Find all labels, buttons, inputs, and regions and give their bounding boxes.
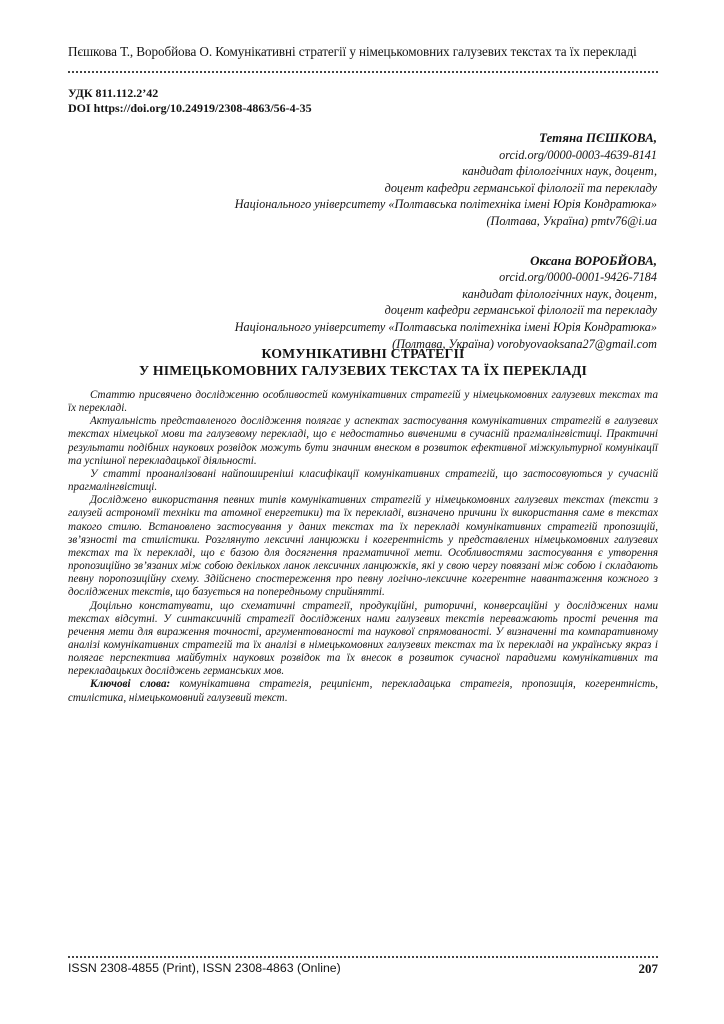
doi-link[interactable]: DOI https://doi.org/10.24919/2308-4863/56-4-35 — [68, 100, 312, 115]
author-position: доцент кафедри германської філології та перекладу — [384, 180, 657, 195]
running-head: Пєшкова Т., Воробйова О. Комунікативні стратегії у німецькомовних галузевих текстах та їх перекладі — [68, 44, 637, 59]
author-degree: кандидат філологічних наук, доцент, — [462, 164, 657, 179]
abstract-paragraph: Статтю присвячено дослідженню особливостей комунікативних стратегій у німецькомовних галузевих текстах та їх перекладі. — [68, 389, 658, 415]
udk-code: УДК 811.112.2’42 — [68, 86, 159, 100]
article-title — [68, 345, 658, 379]
abstract-paragraph: Досліджено використання певних типів комунікативних стратегій у німецькомовних галузевих текстах (тексти з галузей астрономії техніки та атомної енергетики) та їх перекладі, визначено причини їх використання саме в текстах такого стилю. Встановлено застосування у даних текстах та їх перекладі комунікативних стратегій пропозицій, зв’язності та стилістики. Розглянуто лексичні ланцюжки і когерентність у представлених німецькомовних галузевих текстах та їх перекладі, що є базою для досягнення прагматичної мети. Особливостями застосування є утворення пропозиційно зв’язаних між собою декількох ланок лексичних ланцюжків, які у свою чергу повязані між собою і складають певну поропозиційну схему. Здійснено спостереження про певну логічно-лексичне когерентне навантаження кожного з досліджених текстів, що базується на попередньому сприйнятті. — [68, 494, 658, 599]
keywords-paragraph — [68, 678, 658, 704]
abstract-paragraph: Доцільно констатувати, що схематичні стратегії, продукційні, риторичні, конверсаційні у досліджених нами текстах відсутні. У синтаксичній стратегії досліджених нами галузевих текстів переважають прості речення та речення мети для вираження точності, аргументованості та наукової спрямованості. У визначенні та компаративному аналізі комунікативних стратегій та їх аналізі в німецькомовних галузевих текстах та їх перекладі на українську якраз і полягає перспектива майбутніх наукових розвідок та їх внесок в розвиток сучасної парадигми комунікативних та перекладацьких досліджень германських мов. — [68, 599, 658, 678]
author-orcid[interactable]: orcid.org/0000-0003-4639-8141 — [499, 147, 657, 162]
author-university: Національного університету «Полтавська політехніка імені Юрія Кондратюка» — [234, 319, 657, 334]
issn-text: ISSN 2308-4855 (Print), ISSN 2308-4863 (Online) — [68, 961, 341, 975]
author-location-email[interactable]: (Полтава, Україна) pmtv76@i.ua — [486, 213, 657, 228]
author-name: Оксана ВОРОБЙОВА, — [530, 252, 657, 268]
author-position: доцент кафедри германської філології та перекладу — [384, 303, 657, 318]
page-footer — [68, 961, 658, 975]
author-university: Національного університету «Полтавська політехніка імені Юрія Кондратюка» — [234, 197, 657, 212]
title-line: У НІМЕЦЬКОМОВНИХ ГАЛУЗЕВИХ ТЕКСТАХ ТА ЇХ ПЕРЕКЛАДІ — [138, 363, 588, 379]
author-block — [97, 130, 657, 352]
title-line: КОМУНІКАТИВНІ СТРАТЕГІЇ — [261, 346, 465, 361]
keywords-list: комунікативна стратегія, реципієнт, перекладацька стратегія, пропозиція, когерентність, стилістика, німецькомовний галузевий текст. — [68, 678, 658, 704]
abstract-paragraph: У статті проаналізовані найпоширеніші класифікації комунікативних стратегій, що застосовуються у сучасній прагмалінгвістиці. — [68, 467, 658, 494]
abstract-paragraph: Актуальність представленого дослідження полягає у аспектах застосування комунікативних стратегій в галузевих текстах німецької мови та галузевому перекладі, що є недостатньо вивченими в сучасній прагмалінгвістиці. Практичні результати подібних наукових розвідок можуть бути значним внеском в розвиток ефективної міжкультурної комунікації та успішної перекладацької діяльності. — [68, 415, 658, 467]
header-divider — [68, 71, 658, 73]
author-name: Тетяна ПЄШКОВА, — [539, 130, 657, 145]
footer-divider — [68, 956, 658, 958]
article-identifiers — [68, 86, 312, 115]
author-degree: кандидат філологічних наук, доцент, — [462, 286, 657, 301]
author-location-email[interactable]: (Полтава, Україна) vorobyovaoksana27@gmail.com — [392, 336, 657, 351]
abstract — [68, 389, 658, 705]
keywords-label: Ключові слова: — [90, 678, 171, 691]
page-number: 207 — [638, 961, 658, 976]
author-orcid[interactable]: orcid.org/0000-0001-9426-7184 — [499, 270, 657, 285]
